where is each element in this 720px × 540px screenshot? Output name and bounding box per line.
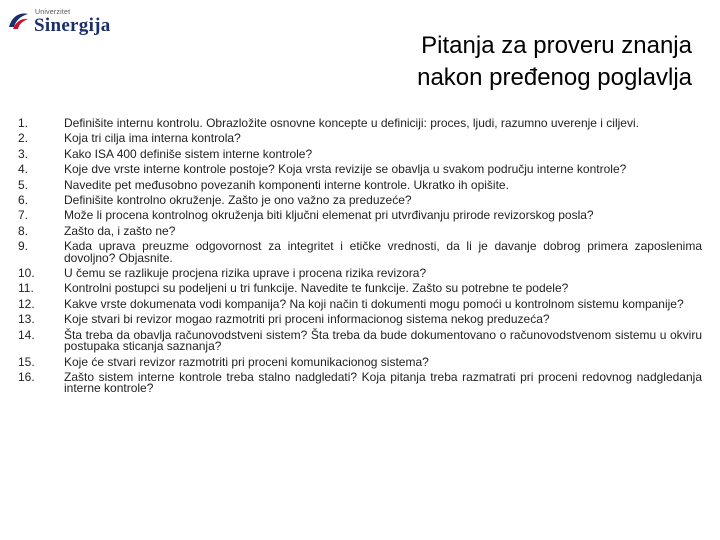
question-number: 7. (18, 208, 29, 223)
question-item (18, 164, 702, 175)
question-item (18, 327, 702, 354)
question-text: Zašto sistem interne kontrole treba stalno nadgledati? Koja pitanja treba razmatrati pri proceni redovnog nadgledanja interne kontrole? (64, 369, 702, 396)
title-line-2: nakon pređenog poglavlja (417, 64, 692, 91)
question-text: Zašto da, i zašto ne? (64, 223, 176, 238)
question-number: 6. (18, 193, 29, 208)
question-text: Navedite pet međusobno povezanih komponenti interne kontrole. Ukratko ih opišite. (64, 177, 509, 192)
question-text: U čemu se razlikuje procjena rizika uprave i procena rizika revizora? (64, 266, 427, 281)
question-item (18, 118, 702, 129)
question-text: Definišite internu kontrolu. Obrazložite osnovne koncepte u definiciji: proces, ljudi, razumno uverenje i ciljevi. (64, 116, 639, 130)
question-number: 2. (18, 131, 29, 146)
logo-mark-icon (6, 10, 30, 32)
page-title (272, 30, 692, 94)
question-item (18, 268, 702, 279)
question-item (18, 369, 702, 396)
question-number: 11. (18, 281, 34, 296)
question-number: 13. (18, 312, 35, 327)
question-text: Može li procena kontrolnog okruženja biti ključni elemenat pri utvrđivanju prirode revizorskog posla? (64, 208, 594, 223)
question-item (18, 146, 702, 161)
logo-small-text: Univerzitet (35, 9, 71, 16)
question-text: Koja tri cilja ima interna kontrola? (64, 131, 241, 146)
question-text: Šta treba da obavlja računovodstveni sistem? Šta treba da bude dokumentovano o računovodstvenom sistemu u okviru postupaka sticanja saznanja? (64, 327, 702, 354)
question-text: Kakve vrste dokumenata vodi kompanija? Na koji način ti dokumenti mogu pomoći u kontrolnom sistemu kompanije? (64, 296, 684, 311)
question-number: 1. (18, 116, 29, 130)
question-number: 10. (18, 266, 35, 281)
question-number: 16. (18, 369, 35, 384)
question-number: 3. (18, 146, 29, 161)
question-text: Koje će stvari revizor razmotriti pri proceni komunikacionog sistema? (64, 354, 429, 369)
question-item (18, 195, 702, 206)
question-text: Definišite kontrolno okruženje. Zašto je ono važno za preduzeće? (64, 193, 412, 208)
question-number: 5. (18, 177, 29, 192)
question-list (18, 118, 702, 395)
question-number: 9. (18, 239, 29, 254)
question-text: Kada uprava preuzme odgovornost za integritet i etičke vrednosti, da li je davanje dobrog primera zaposlenima dovoljno? Objasnite. (64, 239, 702, 265)
question-item (18, 283, 702, 294)
question-item (18, 133, 702, 144)
question-item (18, 314, 702, 325)
logo-main-text: Sinergija (34, 15, 111, 36)
question-text: Koje stvari bi revizor mogao razmotriti pri proceni informacionog sistema nekog preduzeća? (64, 312, 550, 327)
question-number: 15. (18, 354, 35, 369)
question-number: 4. (18, 162, 29, 177)
question-item (18, 241, 702, 264)
question-text: Kontrolni postupci su podeljeni u tri funkcije. Navedite te funkcije. Zašto su potrebne te podele? (64, 281, 569, 296)
question-text: Koje dve vrste interne kontrole postoje? Koja vrsta revizije se obavlja u svakom području interne kontrole? (64, 162, 627, 177)
question-item (18, 296, 702, 311)
university-logo (6, 6, 111, 36)
question-item (18, 354, 702, 369)
question-text: Kako ISA 400 definiše sistem interne kontrole? (64, 146, 313, 161)
question-item (18, 223, 702, 238)
question-item (18, 177, 702, 192)
question-item (18, 210, 702, 221)
question-number: 12. (18, 296, 35, 311)
question-number: 14. (18, 327, 35, 342)
question-number: 8. (18, 223, 29, 238)
title-line-1: Pitanja za proveru znanja (421, 32, 692, 59)
